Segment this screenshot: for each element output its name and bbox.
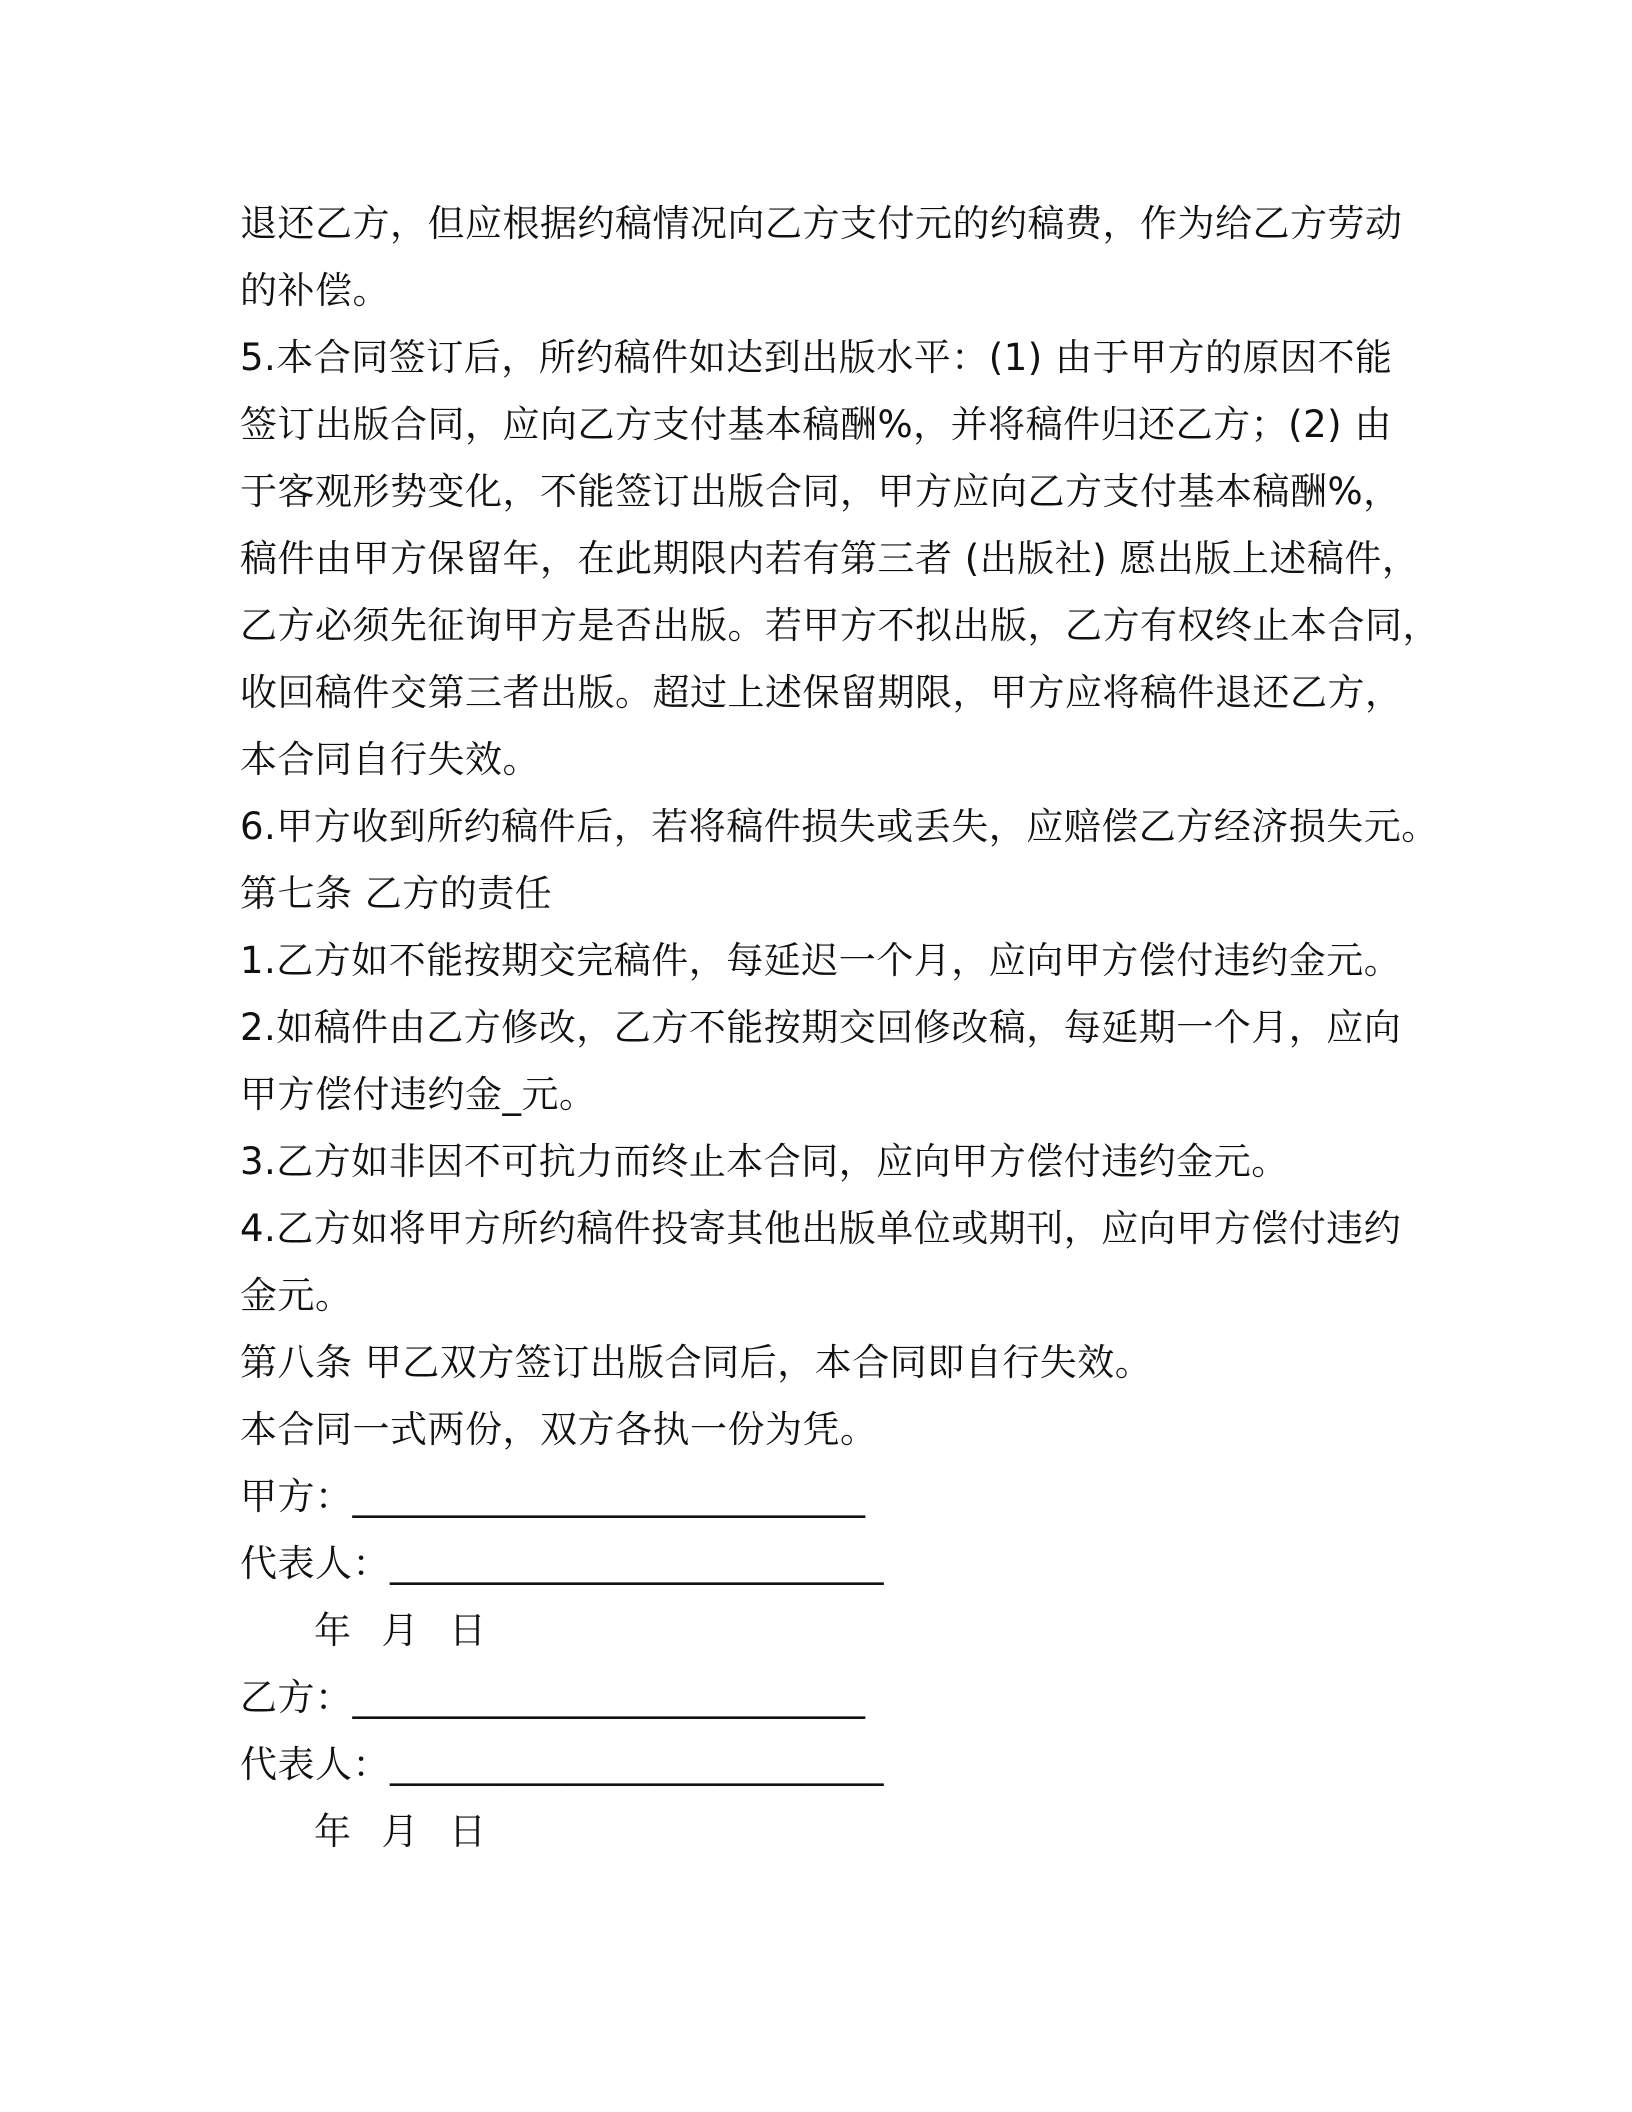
article-7-item-4: 金元。 (240, 1274, 353, 1317)
clause-text-line: 退还乙方，但应根据约稿情况向乙方支付元的约稿费，作为给乙方劳动 (240, 202, 1403, 245)
article-7-item-2: 2.如稿件由乙方修改，乙方不能按期交回修改稿，每延期一个月，应向 (240, 1006, 1402, 1049)
contract-page (240, 190, 1440, 1865)
article-7-item-4: 4.乙方如将甲方所约稿件投寄其他出版单位或期刊，应向甲方偿付违约 (240, 1207, 1402, 1250)
party-b-representative-line: 代表人：__________________________ (240, 1743, 884, 1786)
clause-text-line: 的补偿。 (240, 269, 390, 312)
article-7-heading: 第七条 乙方的责任 (240, 872, 553, 915)
day-label: 日 (449, 1810, 487, 1853)
item-5-line: 签订出版合同，应向乙方支付基本稿酬%，并将稿件归还乙方；(2) 由 (240, 403, 1392, 446)
month-label: 月 (381, 1609, 419, 1652)
day-label: 日 (449, 1609, 487, 1652)
item-5-line: 稿件由甲方保留年，在此期限内若有第三者 (出版社) 愿出版上述稿件， (240, 537, 1420, 580)
party-a-signature-line: 甲方：___________________________ (240, 1475, 866, 1518)
item-5-line: 于客观形势变化，不能签订出版合同，甲方应向乙方支付基本稿酬%， (240, 470, 1401, 513)
party-b-date (240, 1798, 1390, 1865)
item-5-line: 收回稿件交第三者出版。超过上述保留期限，甲方应将稿件退还乙方， (240, 671, 1403, 714)
month-label: 月 (381, 1810, 419, 1853)
copies-statement: 本合同一式两份，双方各执一份为凭。 (240, 1408, 878, 1451)
year-label: 年 (314, 1609, 352, 1652)
item-5-line: 乙方必须先征询甲方是否出版。若甲方不拟出版，乙方有权终止本合同， (240, 604, 1440, 647)
year-label: 年 (314, 1810, 352, 1853)
party-b-signature-line: 乙方：___________________________ (240, 1676, 866, 1719)
item-6: 6.甲方收到所约稿件后，若将稿件损失或丢失，应赔偿乙方经济损失元。 (240, 805, 1439, 848)
party-a-representative-line: 代表人：__________________________ (240, 1542, 884, 1585)
article-7-item-1: 1.乙方如不能按期交完稿件，每延迟一个月，应向甲方偿付违约金元。 (240, 939, 1402, 982)
item-5-line: 5.本合同签订后，所约稿件如达到出版水平：(1) 由于甲方的原因不能 (240, 336, 1393, 379)
article-7-item-3: 3.乙方如非因不可抗力而终止本合同，应向甲方偿付违约金元。 (240, 1140, 1289, 1183)
item-5-line: 本合同自行失效。 (240, 738, 540, 781)
article-8: 第八条 甲乙双方签订出版合同后，本合同即自行失效。 (240, 1341, 1153, 1384)
party-a-date (240, 1597, 1390, 1664)
article-7-item-2: 甲方偿付违约金_元。 (240, 1073, 597, 1116)
